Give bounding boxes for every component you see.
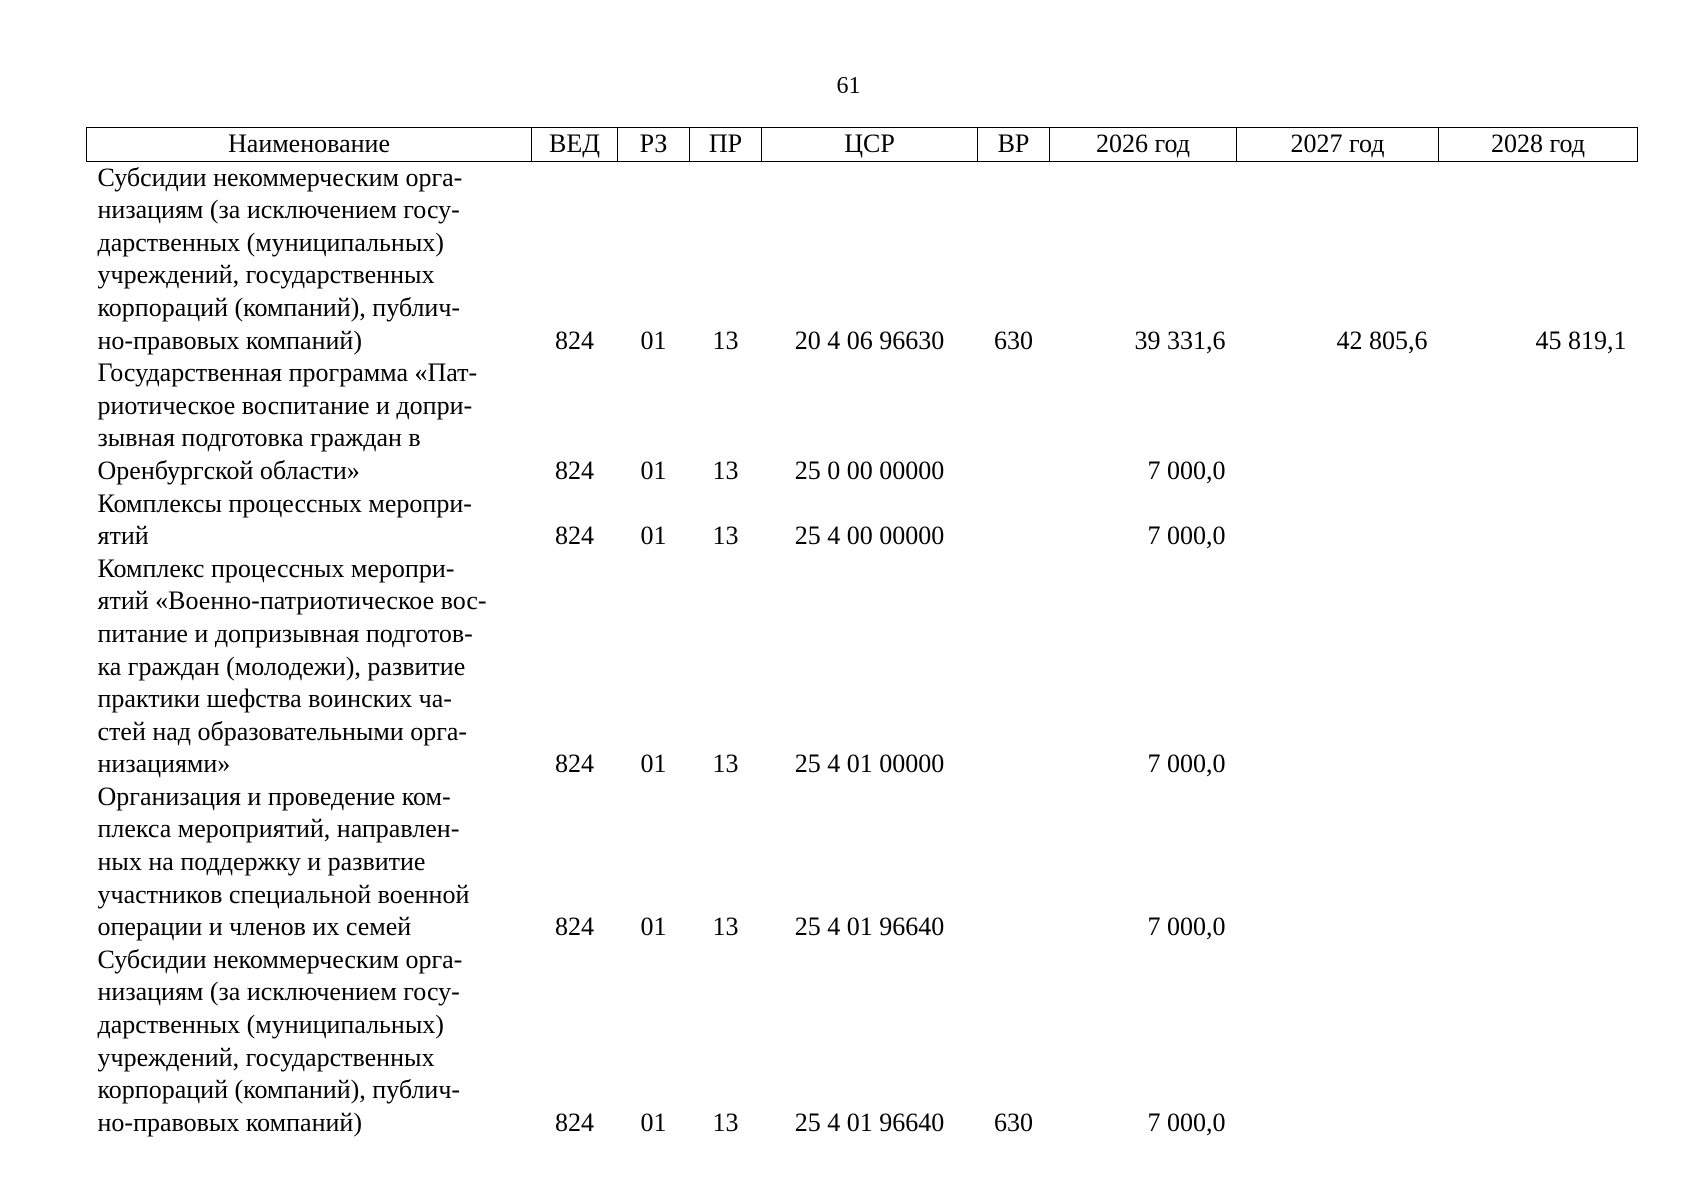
cell-ved: 824 <box>555 749 594 779</box>
name-line: низациям (за исключением госу- <box>97 977 460 1007</box>
name-line: Организация и проведение ком- <box>97 781 451 811</box>
cell-2027 <box>1237 488 1439 553</box>
header-ved: ВЕД <box>532 128 618 162</box>
cell-2028 <box>1439 488 1638 553</box>
cell-2028: 45 819,1 <box>1535 325 1627 355</box>
name-line: ных на поддержку и развитие <box>97 847 426 877</box>
cell-rz: 01 <box>640 521 667 551</box>
cell-rz: 01 <box>640 749 667 779</box>
table-header <box>87 128 1638 162</box>
cell-vr <box>978 553 1050 781</box>
cell-2027 <box>1237 357 1439 487</box>
cell-2026: 7 000,0 <box>1147 749 1226 779</box>
name-line: но-правовых компаний) <box>97 1107 362 1137</box>
cell-rz: 01 <box>640 912 667 942</box>
cell-2027 <box>1237 553 1439 781</box>
cell-vr <box>978 357 1050 487</box>
cell-2026: 7 000,0 <box>1147 521 1226 551</box>
cell-csr: 25 0 00 00000 <box>794 455 945 485</box>
cell-csr: 25 4 01 00000 <box>794 749 945 779</box>
cell-name <box>87 357 532 487</box>
budget-table <box>86 127 1638 1139</box>
name-line: учреждений, государственных <box>97 1042 435 1072</box>
cell-ved: 824 <box>555 455 594 485</box>
cell-rz: 01 <box>640 455 667 485</box>
name-line: Комплексы процессных меропри- <box>97 488 472 518</box>
table-row <box>87 488 1638 553</box>
cell-ved: 824 <box>555 1107 594 1137</box>
cell-csr: 25 4 01 96640 <box>794 1107 945 1137</box>
name-line: Комплекс процессных меропри- <box>97 553 455 583</box>
name-line: корпораций (компаний), публич- <box>97 292 461 322</box>
header-vr: ВР <box>978 128 1050 162</box>
cell-2028 <box>1439 553 1638 781</box>
cell-name <box>87 944 532 1140</box>
cell-2026: 39 331,6 <box>1134 325 1226 355</box>
cell-2026: 7 000,0 <box>1147 912 1226 942</box>
table-row <box>87 161 1638 357</box>
cell-csr: 20 4 06 96630 <box>794 325 945 355</box>
name-line: риотическое воспитание и допри- <box>97 390 473 420</box>
cell-pr: 13 <box>712 1107 739 1137</box>
cell-2027 <box>1237 944 1439 1140</box>
name-line: дарственных (муниципальных) <box>97 1010 444 1040</box>
cell-pr: 13 <box>712 912 739 942</box>
cell-name <box>87 488 532 553</box>
name-line: стей над образовательными орга- <box>97 716 468 746</box>
cell-vr <box>978 488 1050 553</box>
name-line: учреждений, государственных <box>97 260 435 290</box>
name-line: Субсидии некоммерческим орга- <box>97 944 463 974</box>
cell-2027 <box>1237 781 1439 944</box>
header-2027: 2027 год <box>1237 128 1439 162</box>
cell-vr: 630 <box>994 325 1033 355</box>
name-line: но-правовых компаний) <box>97 325 362 355</box>
name-line: корпораций (компаний), публич- <box>97 1075 461 1105</box>
cell-name <box>87 161 532 357</box>
cell-csr: 25 4 01 96640 <box>794 912 945 942</box>
name-line: участников специальной военной <box>97 879 470 909</box>
cell-rz: 01 <box>640 325 667 355</box>
name-line: ятий <box>97 521 149 551</box>
table-body <box>87 161 1638 1139</box>
header-pr: ПР <box>690 128 762 162</box>
name-line: питание и допризывная подготов- <box>97 618 473 648</box>
cell-vr <box>978 781 1050 944</box>
page-number: 61 <box>836 73 861 99</box>
header-row <box>87 128 1638 162</box>
cell-rz: 01 <box>640 1107 667 1137</box>
cell-ved: 824 <box>555 521 594 551</box>
name-line: Оренбургской области» <box>97 455 360 485</box>
cell-vr: 630 <box>994 1107 1033 1137</box>
cell-2028 <box>1439 944 1638 1140</box>
cell-pr: 13 <box>712 325 739 355</box>
cell-name <box>87 553 532 781</box>
table-row <box>87 781 1638 944</box>
name-line: низациям (за исключением госу- <box>97 195 460 225</box>
cell-2028 <box>1439 357 1638 487</box>
cell-name <box>87 781 532 944</box>
name-line: зывная подготовка граждан в <box>97 423 421 453</box>
cell-2028 <box>1439 781 1638 944</box>
cell-ved: 824 <box>555 912 594 942</box>
table-row <box>87 553 1638 781</box>
name-line: Субсидии некоммерческим орга- <box>97 162 463 192</box>
cell-pr: 13 <box>712 749 739 779</box>
cell-2027: 42 805,6 <box>1336 325 1428 355</box>
name-line: операции и членов их семей <box>97 912 412 942</box>
header-2028: 2028 год <box>1439 128 1638 162</box>
cell-2026: 7 000,0 <box>1147 1107 1226 1137</box>
cell-ved: 824 <box>555 325 594 355</box>
name-line: дарственных (муниципальных) <box>97 227 444 257</box>
name-line: Государственная программа «Пат- <box>97 358 478 388</box>
header-name: Наименование <box>87 128 532 162</box>
cell-pr: 13 <box>712 521 739 551</box>
name-line: ятий «Военно-патриотическое вос- <box>97 586 487 616</box>
header-csr: ЦСР <box>762 128 978 162</box>
table-row <box>87 357 1638 487</box>
header-rz: РЗ <box>618 128 690 162</box>
name-line: низациями» <box>97 749 231 779</box>
cell-csr: 25 4 00 00000 <box>794 521 945 551</box>
name-line: практики шефства воинских ча- <box>97 684 452 714</box>
name-line: ка граждан (молодежи), развитие <box>97 651 466 681</box>
name-line: плекса мероприятий, направлен- <box>97 814 460 844</box>
header-2026: 2026 год <box>1050 128 1237 162</box>
cell-pr: 13 <box>712 455 739 485</box>
cell-2026: 7 000,0 <box>1147 455 1226 485</box>
table-row <box>87 944 1638 1140</box>
